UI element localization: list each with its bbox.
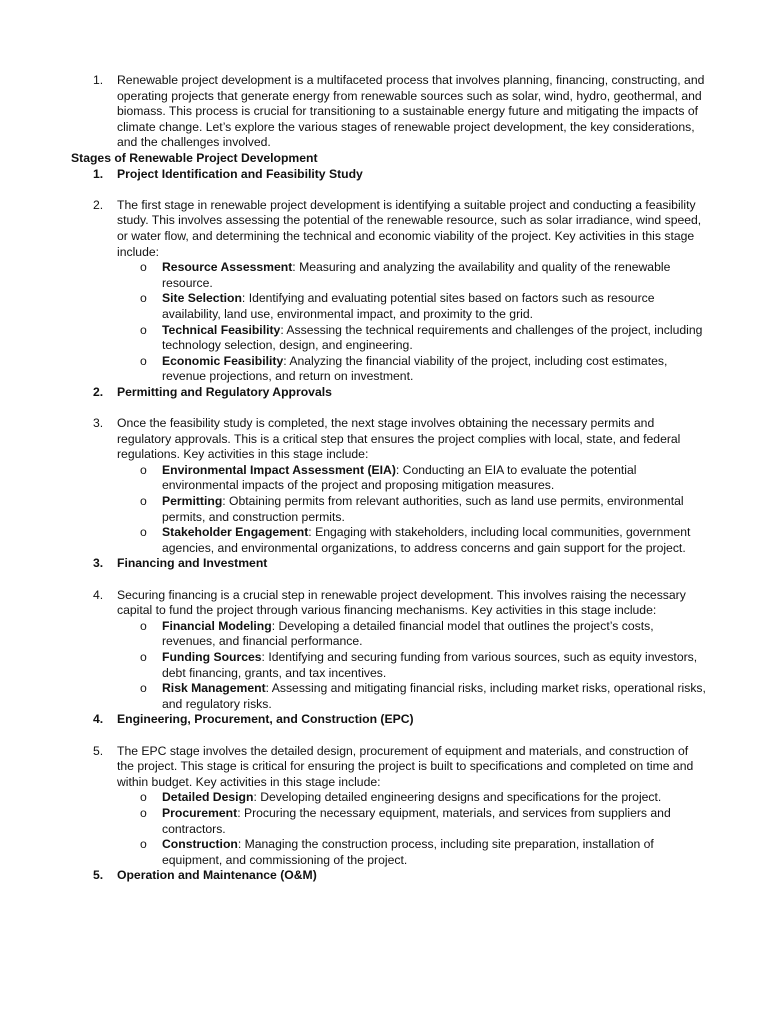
stage-description xyxy=(0,198,768,260)
circle-bullet-icon: o xyxy=(140,291,147,306)
stage-description xyxy=(0,588,768,619)
stage-title-text: Engineering, Procurement, and Construction (EPC) xyxy=(117,712,414,727)
activity-list xyxy=(0,463,768,557)
activity-term: Site Selection xyxy=(162,291,242,306)
activity-text: : Managing the construction process, including site preparation, installation of equipment, and commissioning of the project. xyxy=(162,837,654,867)
activity-term: Stakeholder Engagement xyxy=(162,525,309,540)
activity-list xyxy=(0,260,768,385)
stage-title-text: Project Identification and Feasibility Study xyxy=(117,166,363,181)
activity-text: : Conducting an EIA to evaluate the potential environmental impacts of the project and proposing mitigation measures. xyxy=(162,462,637,493)
activity-item xyxy=(0,354,768,385)
circle-bullet-icon: o xyxy=(140,681,147,696)
stage-description xyxy=(0,416,768,463)
blank-line xyxy=(0,182,768,198)
blank-line xyxy=(0,400,768,416)
circle-bullet-icon: o xyxy=(140,525,147,540)
activity-text: : Assessing the technical requirements and challenges of the project, including technology selection, design, and engineering. xyxy=(162,322,703,353)
circle-bullet-icon: o xyxy=(140,322,147,337)
circle-bullet-icon: o xyxy=(140,790,147,805)
activity-term: Detailed Design xyxy=(162,790,254,805)
activity-text: : Developing detailed engineering designs and specifications for the project. xyxy=(253,790,662,805)
description-text: The EPC stage involves the detailed design, procurement of equipment and materials, and construction of the project. This stage is critical for ensuring the project is built to specifications and completed on time and within budget. Key activities in this stage include: xyxy=(117,743,694,789)
activity-list xyxy=(0,790,768,868)
stages-list xyxy=(0,167,768,884)
activity-item xyxy=(0,463,768,494)
stage-number: 2. xyxy=(93,384,104,399)
activity-item xyxy=(0,260,768,291)
stage-number: 1. xyxy=(93,166,104,181)
stage-number: 4. xyxy=(93,712,104,727)
stage-description xyxy=(0,744,768,791)
intro-text: Renewable project development is a multifaceted process that involves planning, financing, constructing, and operating projects that generate energy from renewable sources such as solar, wind, hydro, geothermal, and biomass. This process is crucial for transitioning to a sustainable energy future and mitigating the impacts of climate change. Let’s explore the various stages of renewable project development, the key considerations, and the challenges involved. xyxy=(117,73,705,150)
activity-text: : Identifying and evaluating potential sites based on factors such as resource availability, land use, environmental impact, and proximity to the grid. xyxy=(162,291,655,321)
activity-item xyxy=(0,525,768,556)
activity-text: : Measuring and analyzing the availability and quality of the renewable resource. xyxy=(162,260,671,290)
activity-term: Technical Feasibility xyxy=(162,322,281,337)
activity-item xyxy=(0,323,768,354)
description-number: 5. xyxy=(93,743,104,758)
activity-item xyxy=(0,806,768,837)
activity-item xyxy=(0,650,768,681)
stage-number: 3. xyxy=(93,556,104,571)
activity-term: Environmental Impact Assessment (EIA) xyxy=(162,462,396,477)
activity-term: Resource Assessment xyxy=(162,260,293,275)
activity-item xyxy=(0,837,768,868)
circle-bullet-icon: o xyxy=(140,837,147,852)
blank-line xyxy=(0,572,768,588)
description-number: 2. xyxy=(93,197,104,212)
description-text: The first stage in renewable project development is identifying a suitable project and conducting a feasibility study. This involves assessing the potential of the renewable resource, such as solar irradiance, wind speed, or water flow, and determining the technical and economic viability of the project. Key activities in this stage include: xyxy=(117,197,702,259)
activity-text: : Procuring the necessary equipment, materials, and services from suppliers and contractors. xyxy=(162,805,671,836)
circle-bullet-icon: o xyxy=(140,462,147,477)
activity-text: : Assessing and mitigating financial risks, including market risks, operational risks, and regulatory risks. xyxy=(162,681,706,711)
activity-text: : Engaging with stakeholders, including local communities, government agencies, and environmental organizations, to address concerns and gain support for the project. xyxy=(162,525,691,555)
description-number: 4. xyxy=(93,587,104,602)
description-number: 3. xyxy=(93,416,104,431)
activity-item xyxy=(0,681,768,712)
activity-term: Procurement xyxy=(162,805,238,820)
activity-item xyxy=(0,291,768,322)
document-page xyxy=(0,73,768,884)
blank-line xyxy=(0,728,768,744)
intro-number: 1. xyxy=(93,73,104,87)
stage-title xyxy=(0,712,768,728)
circle-bullet-icon: o xyxy=(140,353,147,368)
stage-title-text: Operation and Maintenance (O&M) xyxy=(117,868,317,883)
circle-bullet-icon: o xyxy=(140,649,147,664)
activity-list xyxy=(0,619,768,713)
description-text: Securing financing is a crucial step in renewable project development. This involves raising the necessary capital to fund the project through various financing mechanisms. Key activities in this stage include: xyxy=(117,587,686,618)
circle-bullet-icon: o xyxy=(140,260,147,275)
activity-term: Funding Sources xyxy=(162,649,262,664)
circle-bullet-icon: o xyxy=(140,618,147,633)
activity-term: Permitting xyxy=(162,494,223,509)
activity-item xyxy=(0,790,768,806)
intro-paragraph xyxy=(0,73,768,151)
activity-term: Financial Modeling xyxy=(162,618,272,633)
activity-term: Economic Feasibility xyxy=(162,353,284,368)
circle-bullet-icon: o xyxy=(140,805,147,820)
activity-term: Risk Management xyxy=(162,681,266,696)
stage-title xyxy=(0,868,768,884)
section-heading: Stages of Renewable Project Development xyxy=(71,150,318,165)
stage-number: 5. xyxy=(93,868,104,883)
description-text: Once the feasibility study is completed, the next stage involves obtaining the necessary permits and regulatory approvals. This is a critical step that ensures the project complies with local, state, and federal regulations. Key activities in this stage include: xyxy=(117,416,681,462)
stage-title-text: Financing and Investment xyxy=(117,556,268,571)
activity-text: : Obtaining permits from relevant authorities, such as land use permits, environmental permits, and construction permits. xyxy=(162,494,684,524)
activity-text: : Developing a detailed financial model that outlines the project’s costs, revenues, and financial performance. xyxy=(162,618,654,649)
activity-term: Construction xyxy=(162,837,238,852)
circle-bullet-icon: o xyxy=(140,494,147,509)
stage-title-text: Permitting and Regulatory Approvals xyxy=(117,384,332,399)
activity-text: : Identifying and securing funding from various sources, such as equity investors, debt financing, grants, and tax incentives. xyxy=(162,649,698,680)
activity-item xyxy=(0,619,768,650)
activity-text: : Analyzing the financial viability of the project, including cost estimates, revenue projections, and return on investment. xyxy=(162,353,668,384)
activity-item xyxy=(0,494,768,525)
stage-title xyxy=(0,385,768,401)
stage-title xyxy=(0,556,768,572)
stage-title xyxy=(0,167,768,183)
